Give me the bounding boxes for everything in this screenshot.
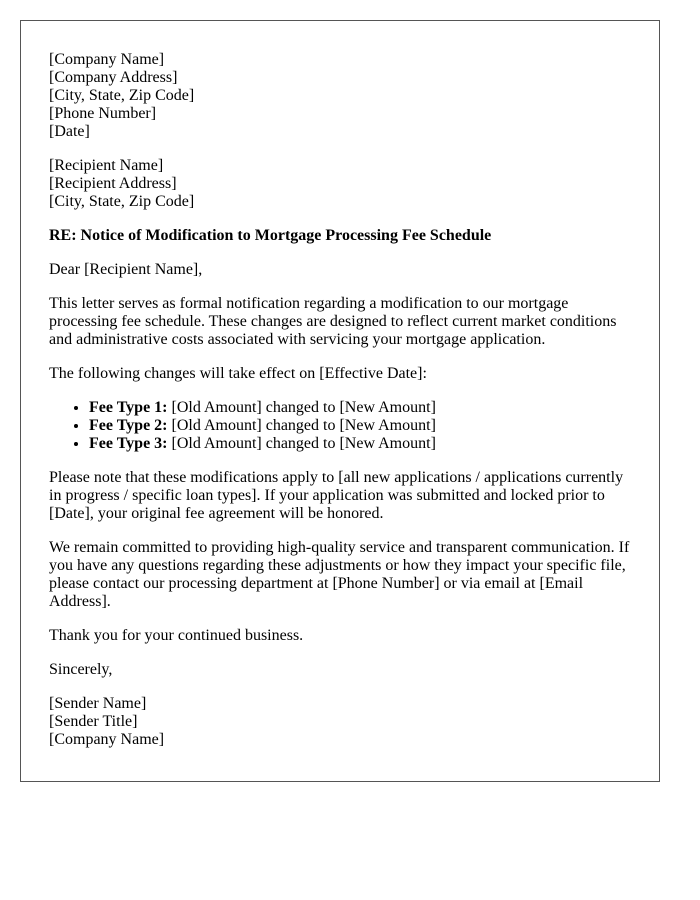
fee-type-label: Fee Type 3:	[89, 435, 168, 452]
changes-intro: The following changes will take effect on [Effective Date]:	[49, 365, 427, 382]
sender-city-state-zip: [City, State, Zip Code]	[49, 87, 195, 104]
sender-name: [Sender Name]	[49, 695, 147, 712]
sender-header	[49, 51, 631, 141]
applicability-paragraph: Please note that these modifications apply to [all new applications / applications currently in progress / specific loan types]. If your application was submitted and locked prior to [Date], your original fee agreement will be honored.	[49, 469, 624, 522]
fee-type-label: Fee Type 1:	[89, 399, 168, 416]
fee-change-text: [Old Amount] changed to [New Amount]	[167, 417, 436, 434]
salutation: Dear [Recipient Name],	[49, 261, 203, 278]
intro-paragraph: This letter serves as formal notification regarding a modification to our mortgage processing fee schedule. These changes are designed to reflect current market conditions and administrative costs associated with servicing your mortgage application.	[49, 295, 617, 348]
sender-company-address: [Company Address]	[49, 69, 178, 86]
letter-date: [Date]	[49, 123, 90, 140]
fee-changes-list	[49, 399, 631, 453]
sender-phone: [Phone Number]	[49, 105, 157, 122]
subject-line: RE: Notice of Modification to Mortgage Processing Fee Schedule	[49, 227, 492, 244]
closing-line: Sincerely,	[49, 661, 113, 678]
sender-company-name: [Company Name]	[49, 51, 165, 68]
fee-change-text: [Old Amount] changed to [New Amount]	[167, 435, 436, 452]
thanks-line: Thank you for your continued business.	[49, 627, 304, 644]
fee-change-item	[89, 435, 631, 453]
signature-company-name: [Company Name]	[49, 731, 165, 748]
recipient-name: [Recipient Name]	[49, 157, 164, 174]
commitment-paragraph: We remain committed to providing high-quality service and transparent communication. If you have any questions regarding these adjustments or how they impact your specific file, please contact our processing department at [Phone Number] or via email at [Email Address].	[49, 539, 630, 610]
fee-change-item	[89, 417, 631, 435]
letter-document	[20, 20, 660, 782]
recipient-city-state-zip: [City, State, Zip Code]	[49, 193, 195, 210]
recipient-address: [Recipient Address]	[49, 175, 177, 192]
recipient-block	[49, 157, 631, 211]
sender-title: [Sender Title]	[49, 713, 138, 730]
fee-type-label: Fee Type 2:	[89, 417, 168, 434]
signature-block	[49, 695, 631, 749]
fee-change-item	[89, 399, 631, 417]
fee-change-text: [Old Amount] changed to [New Amount]	[167, 399, 436, 416]
